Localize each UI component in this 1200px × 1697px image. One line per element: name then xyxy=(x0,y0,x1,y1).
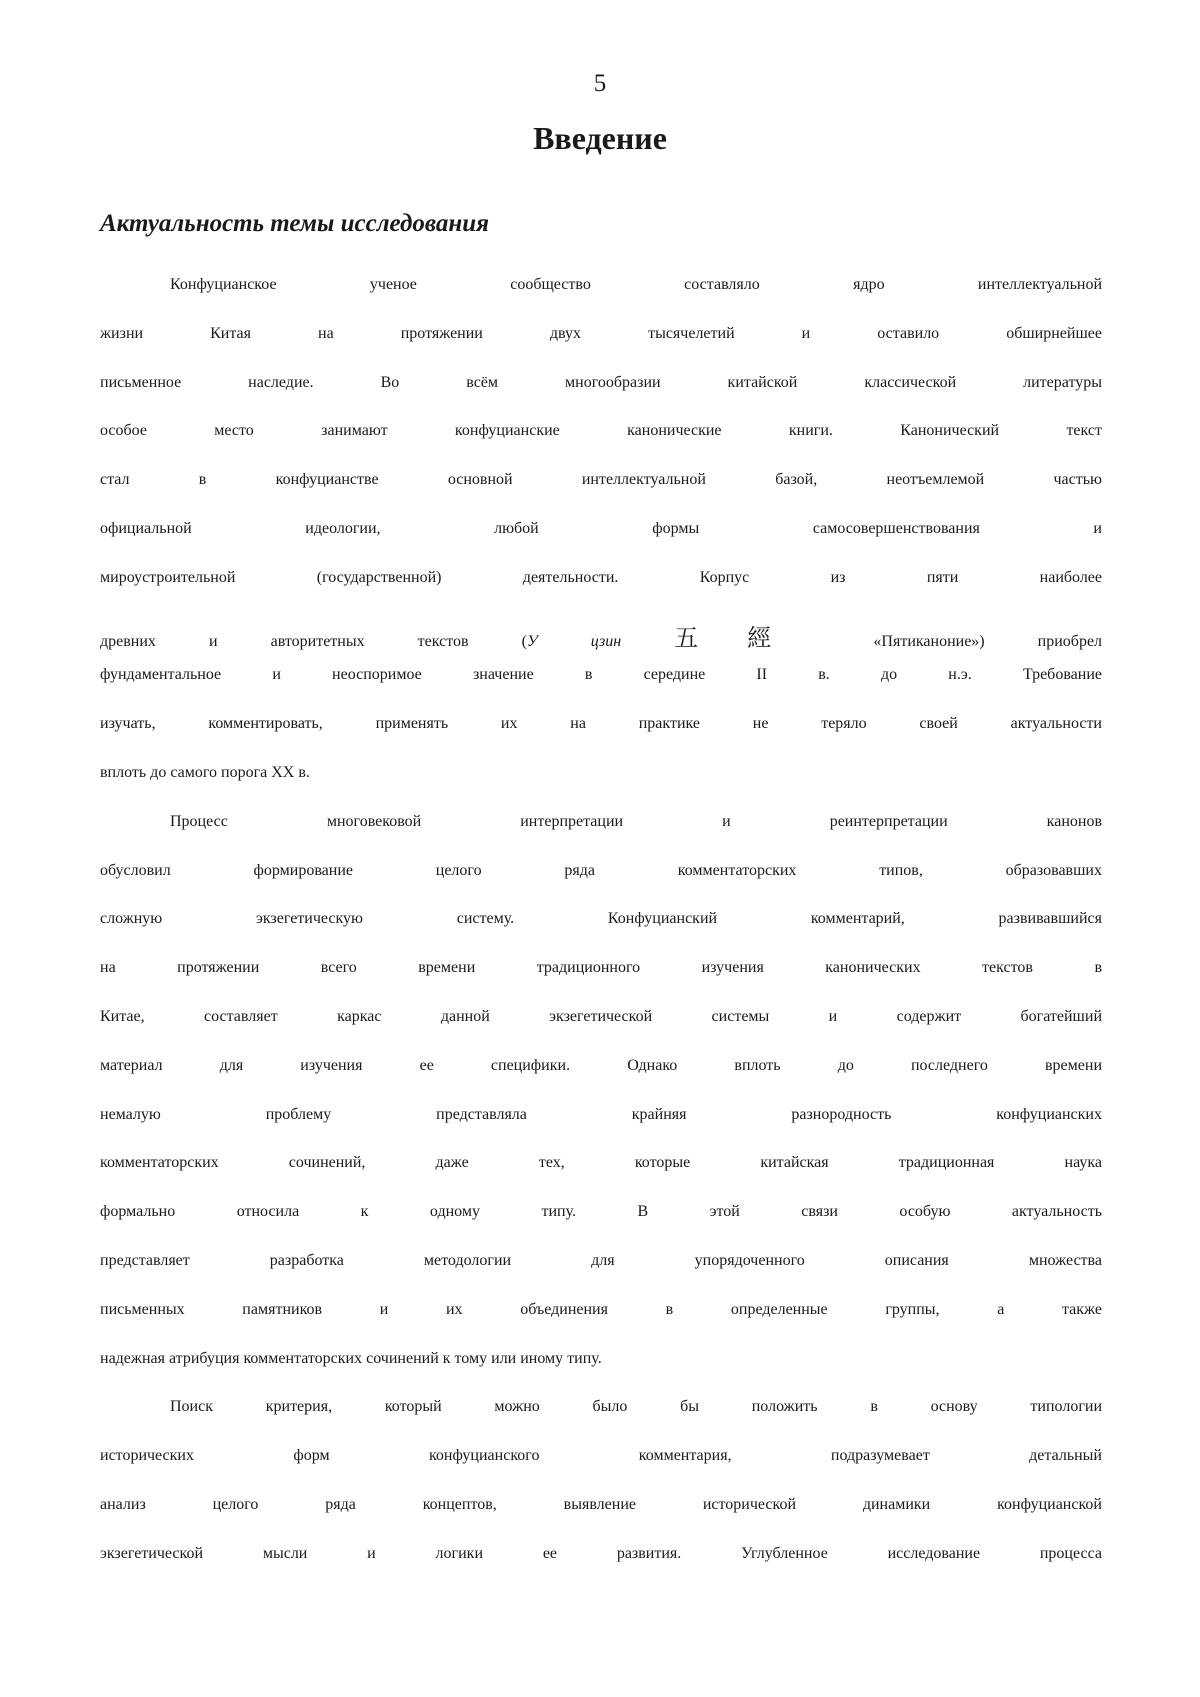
text-line: формально относила к одному типу. В этой связи особую актуальность xyxy=(100,1203,1102,1221)
text-line: сложную экзегетическую систему. Конфуцианский комментарий, развивавшийся xyxy=(100,910,1102,928)
text-line: Китае, составляет каркас данной экзегетической системы и содержит богатейший xyxy=(100,1007,1102,1025)
text-line: материал для изучения ее специфики. Однако вплоть до последнего времени xyxy=(100,1056,1102,1074)
text-line: стал в конфуцианстве основной интеллектуальной базой, неотъемлемой частью xyxy=(100,471,1102,489)
text-line: фундаментальное и неоспоримое значение в середине II в. до н.э. Требование xyxy=(100,666,1102,684)
text-line: обусловил формирование целого ряда комментаторских типов, образовавших xyxy=(100,861,1102,879)
paragraph-3 xyxy=(100,1398,1102,1593)
text-line: особое место занимают конфуцианские канонические книги. Канонический текст xyxy=(100,422,1102,440)
page-number: 5 xyxy=(593,70,607,97)
text-line: представляет разработка методологии для упорядоченного описания множества xyxy=(100,1251,1102,1269)
paragraph-1 xyxy=(100,276,1102,813)
text-line: официальной идеологии, любой формы самосовершенствования и xyxy=(100,519,1102,537)
text-line: надежная атрибуция комментаторских сочинений к тому или иному типу. xyxy=(100,1349,602,1367)
text-line: изучать, комментировать, применять их на практике не теряло своей актуальности xyxy=(100,715,1102,733)
text-line: экзегетической мысли и логики ее развития. Углубленное исследование процесса xyxy=(100,1544,1102,1562)
line-segment: древних и авторитетных текстов ( xyxy=(100,632,527,650)
text-line: Поиск критерия, который можно было бы положить в основу типологии xyxy=(170,1398,1102,1416)
chinese-characters: 五經 xyxy=(674,623,821,652)
body-text xyxy=(100,276,1102,1594)
text-line: Конфуцианское ученое сообщество составляло ядро интеллектуальной xyxy=(170,276,1102,293)
text-line: письменных памятников и их объединения в определенные группы, а также xyxy=(100,1300,1102,1318)
text-line: письменное наследие. Во всём многообразии китайской классической литературы xyxy=(100,373,1102,391)
text-line-with-term xyxy=(100,618,1102,667)
text-line: на протяжении всего времени традиционного изучения канонических текстов в xyxy=(100,959,1102,977)
text-line: комментаторских сочинений, даже тех, которые китайская традиционная наука xyxy=(100,1154,1102,1172)
page-title: Введение xyxy=(533,120,667,156)
text-line: Процесс многовековой интерпретации и реинтерпретации канонов xyxy=(170,812,1102,830)
line-segment: «Пятиканоние») приобрел xyxy=(873,632,1102,650)
transliterated-term: У цзин xyxy=(526,632,622,650)
text-line: анализ целого ряда концептов, выявление исторической динамики конфуцианской xyxy=(100,1495,1102,1513)
section-heading: Актуальность темы исследования xyxy=(100,210,490,237)
text-line: вплоть до самого порога XX в. xyxy=(100,763,310,781)
text-line: исторических форм конфуцианского комментария, подразумевает детальный xyxy=(100,1447,1102,1465)
text-line: немалую проблему представляла крайняя разнородность конфуцианских xyxy=(100,1105,1102,1123)
text-line: жизни Китая на протяжении двух тысячелетий и оставило обширнейшее xyxy=(100,324,1102,342)
paragraph-2 xyxy=(100,813,1102,1399)
text-line: мироустроительной (государственной) деятельности. Корпус из пяти наиболее xyxy=(100,568,1102,586)
